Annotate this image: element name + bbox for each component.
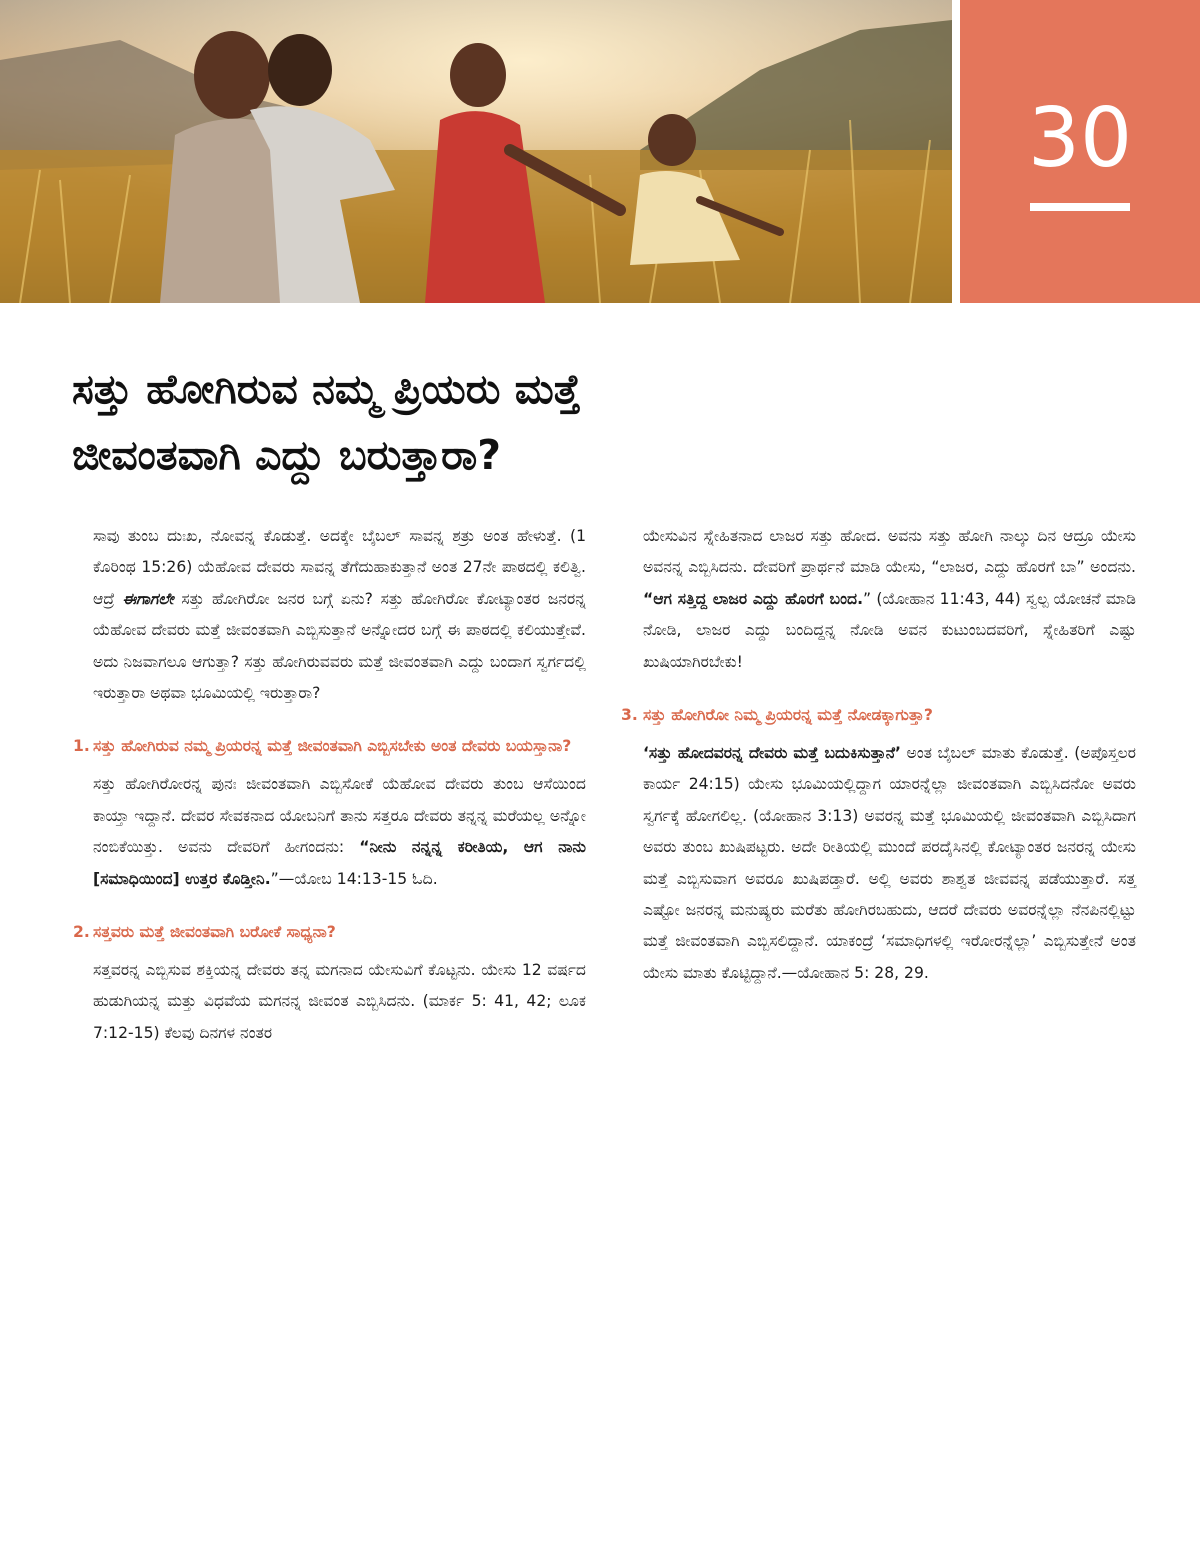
section-3-paragraph xyxy=(643,738,1136,989)
section-quote: ‘ಸತ್ತು ಹೋದವರನ್ನ ದೇವರು ಮತ್ತೆ ಬದುಕಿಸುತ್ತಾನೆ’ xyxy=(643,744,901,763)
section-text: ಅಂತ ಬೈಬಲ್ ಮಾತು ಕೊಡುತ್ತೆ. (ಅಪೊಸ್ತಲರ ಕಾರ್ಯ 24:15) ಯೇಸು ಭೂಮಿಯಲ್ಲಿದ್ದಾಗ ಯಾರನ್ನೆಲ್ಲಾ ಜೀವಂತವಾಗಿ ಎಬ್ಬಿಸಿದನೋ ಅವರು ಸ್ವರ್ಗಕ್ಕೆ ಹೋಗಲಿಲ್ಲ. (ಯೋಹಾನ 3:13) ಅವರನ್ನ ಮತ್ತೆ ಭೂಮಿಯಲ್ಲಿ ಜೀವಂತವಾಗಿ ಎಬ್ಬಿಸಿದಾಗ ಅವರು ತುಂಬ ಖುಷಿಪಟ್ಟರು. ಅದೇ ರೀತಿಯಲ್ಲಿ ಮುಂದೆ ಪರದೈಸಿನಲ್ಲಿ ಕೋಟ್ಯಾಂತರ ಜನರನ್ನ ಯೇಸು ಮತ್ತೆ ಎಬ್ಬಿಸುವಾಗ ಅವರೂ ಖುಷಿಪಡ್ತಾರೆ. ಅಲ್ಲಿ ಅವರು ಶಾಶ್ವತ ಜೀವವನ್ನ ಪಡೆಯುತ್ತಾರೆ. ಸತ್ತ ಎಷ್ಟೋ ಜನರನ್ನ ಮನುಷ್ಯರು ಮರೆತು ಹೋಗಿರಬಹುದು, ಆದರೆ ದೇವರು ಅವರನ್ನೆಲ್ಲಾ ನೆನಪಿನಲ್ಲಿಟ್ಟು ಮತ್ತೆ ಜೀವಂತವಾಗಿ ಎಬ್ಬಿಸಲಿದ್ದಾನೆ. ಯಾಕಂದ್ರೆ ‘ಸಮಾಧಿಗಳಲ್ಲಿ ಇರೋರನ್ನೆಲ್ಲಾ’ ಎಬ್ಬಿಸುತ್ತೇನೆ ಅಂತ ಯೇಸು ಮಾತು ಕೊಟ್ಟಿದ್ದಾನೆ.—ಯೋಹಾನ 5: 28, 29. xyxy=(643,744,1136,982)
section-reference: ”—ಯೋಬ 14:13-15 ಓದಿ. xyxy=(270,869,438,888)
intro-text-2: ಸತ್ತು ಹೋಗಿರೋ ಜನರ ಬಗ್ಗೆ ಏನು? ಸತ್ತು ಹೋಗಿರೋ ಕೋಟ್ಯಾಂತರ ಜನರನ್ನ ಯೆಹೋವ ದೇವರು ಮತ್ತೆ ಜೀವಂತವಾಗಿ ಎಬ್ಬಿಸುತ್ತಾನೆ ಅನ್ನೋದರ ಬಗ್ಗೆ ಈ ಪಾಠದಲ್ಲಿ ಕಲಿಯುತ್ತೇವೆ. ಅದು ನಿಜವಾಗಲೂ ಆಗುತ್ತಾ? ಸತ್ತು ಹೋಗಿರುವವರು ಮತ್ತೆ ಜೀವಂತವಾಗಿ ಎದ್ದು ಬಂದಾಗ ಸ್ವರ್ಗದಲ್ಲಿ ಇರುತ್ತಾರಾ ಅಥವಾ ಭೂಮಿಯಲ್ಲಿ ಇರುತ್ತಾರಾ? xyxy=(93,589,587,703)
lesson-number-box xyxy=(960,0,1200,303)
section-quote: “ನೀನು ನನ್ನನ್ನ ಕರೀತಿಯ, ಆಗ ನಾನು [ಸಮಾಧಿಯಿಂದ] ಉತ್ತರ ಕೊಡ್ತೀನಿ. xyxy=(93,838,586,888)
left-column xyxy=(73,521,587,1049)
family-meadow-illustration xyxy=(0,0,952,303)
title-line-2: ಜೀವಂತವಾಗಿ ಎದ್ದು ಬರುತ್ತಾರಾ? xyxy=(72,431,502,479)
intro-emphasis: ಈಗಾಗಲೇ xyxy=(122,589,174,608)
right-column xyxy=(621,521,1137,989)
section-2-paragraph-continued xyxy=(643,521,1136,678)
page-title xyxy=(72,356,932,488)
section-2-paragraph-start: ಸತ್ತವರನ್ನ ಎಬ್ಬಿಸುವ ಶಕ್ತಿಯನ್ನ ದೇವರು ತನ್ನ ಮಗನಾದ ಯೇಸುವಿಗೆ ಕೊಟ್ಟನು. ಯೇಸು 12 ವರ್ಷದ ಹುಡುಗಿಯನ್ನ ಮತ್ತು ವಿಧವೆಯ ಮಗನನ್ನ ಜೀವಂತ ಎಬ್ಬಿಸಿದನು. (ಮಾರ್ಕ 5: 41, 42; ಲೂಕ 7:12-15) ಕೆಲವು ದಿನಗಳ ನಂತರ xyxy=(93,961,586,1042)
intro-paragraph xyxy=(93,521,586,709)
section-heading-text: ಸತ್ತವರು ಮತ್ತೆ ಜೀವಂತವಾಗಿ ಬರೋಕೆ ಸಾಧ್ಯನಾ? xyxy=(93,923,336,942)
section-number: 1. xyxy=(73,737,90,756)
section-1-paragraph xyxy=(93,769,586,895)
section-text: ಯೇಸುವಿನ ಸ್ನೇಹಿತನಾದ ಲಾಜರ ಸತ್ತು ಹೋದ. ಅವನು ಸತ್ತು ಹೋಗಿ ನಾಲ್ಕು ದಿನ ಆದ್ರೂ ಯೇಸು ಅವನನ್ನ ಎಬ್ಬಿಸಿದನು. ದೇವರಿಗೆ ಪ್ರಾರ್ಥನೆ ಮಾಡಿ ಯೇಸು, “ಲಾಜರ, ಎದ್ದು ಹೊರಗೆ ಬಾ” ಅಂದನು. xyxy=(643,527,1136,577)
section-text: ಸತ್ತು ಹೋಗಿರೋರನ್ನ ಪುನಃ ಜೀವಂತವಾಗಿ ಎಬ್ಬಿಸೋಕೆ ಯೆಹೋವ ದೇವರು ತುಂಬ ಆಸೆಯಿಂದ ಕಾಯ್ತಾ ಇದ್ದಾನೆ. ದೇವರ ಸೇವಕನಾದ ಯೋಬನಿಗೆ ತಾನು ಸತ್ತರೂ ದೇವರು ತನ್ನನ್ನ ಮರೆಯಲ್ಲ ಅನ್ನೋ ನಂಬಿಕೆಯಿತ್ತು. ಅವನು ದೇವರಿಗೆ ಹೀಗಂದನು: xyxy=(93,775,586,857)
section-2-heading xyxy=(73,917,586,947)
title-line-1: ಸತ್ತು ಹೋಗಿರುವ ನಮ್ಮ ಪ್ರಿಯರು ಮತ್ತೆ xyxy=(72,365,581,413)
section-1-heading xyxy=(73,731,586,761)
section-heading-text: ಸತ್ತು ಹೋಗಿರುವ ನಮ್ಮ ಪ್ರಿಯರನ್ನ ಮತ್ತೆ ಜೀವಂತವಾಗಿ ಎಬ್ಬಿಸಬೇಕು ಅಂತ ದೇವರು ಬಯಸ್ತಾನಾ? xyxy=(93,737,572,756)
section-3-heading xyxy=(621,700,1136,730)
section-quote: “ಆಗ ಸತ್ತಿದ್ದ ಲಾಜರ ಎದ್ದು ಹೊರಗೆ ಬಂದ. xyxy=(643,589,864,608)
section-number: 3. xyxy=(621,706,638,725)
lesson-number: 30 xyxy=(1027,91,1133,186)
hero-photo xyxy=(0,0,952,303)
lesson-number-underline xyxy=(1030,203,1130,211)
intro-text: ಸಾವು ತುಂಬ ದುಃಖ, ನೋವನ್ನ ಕೊಡುತ್ತೆ. ಅದಕ್ಕೇ ಬೈಬಲ್ ಸಾವನ್ನ ಶತ್ರು ಅಂತ ಹೇಳುತ್ತೆ. (1 ಕೊರಿಂಥ 15:26) ಯೆಹೋವ ದೇವರು ಸಾವನ್ನ ತೆಗೆದುಹಾಕುತ್ತಾನೆ ಅಂತ 27ನೇ ಪಾಠದಲ್ಲಿ ಕಲಿತ್ವಿ. ಆದ್ರೆ xyxy=(93,527,586,608)
section-text-2: ” (ಯೋಹಾನ 11:43, 44) ಸ್ವಲ್ಪ ಯೋಚನೆ ಮಾಡಿ ನೋಡಿ, ಲಾಜರ ಎದ್ದು ಬಂದಿದ್ದನ್ನ ನೋಡಿ ಅವನ ಕುಟುಂಬದವರಿಗೆ, ಸ್ನೇಹಿತರಿಗೆ ಎಷ್ಟು ಖುಷಿಯಾಗಿರಬೇಕು! xyxy=(643,589,1137,671)
section-heading-text: ಸತ್ತು ಹೋಗಿರೋ ನಿಮ್ಮ ಪ್ರಿಯರನ್ನ ಮತ್ತೆ ನೋಡಕ್ಕಾಗುತ್ತಾ? xyxy=(643,706,933,725)
section-number: 2. xyxy=(73,923,90,942)
